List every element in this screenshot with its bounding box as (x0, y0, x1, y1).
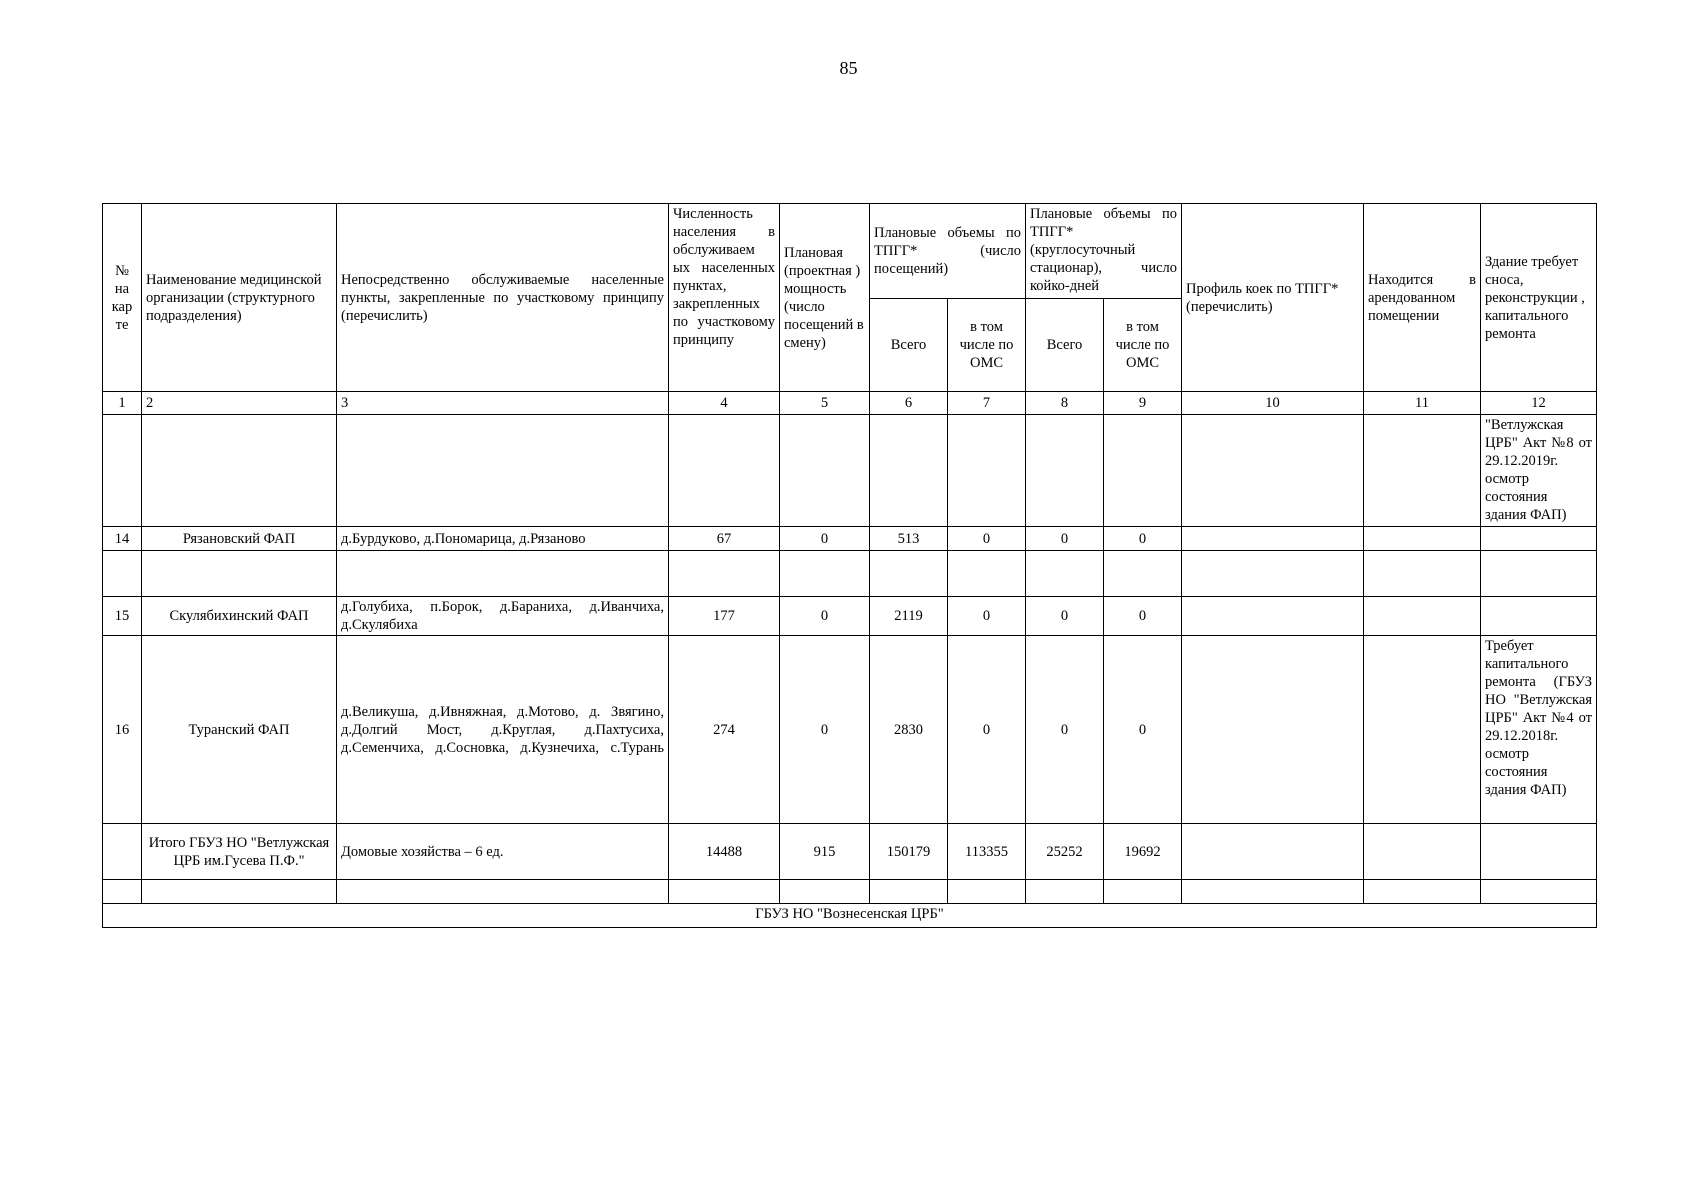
cell-name (142, 880, 337, 904)
cell-rented (1364, 636, 1481, 824)
cell-building (1481, 880, 1597, 904)
cell-rented (1364, 527, 1481, 551)
header-visits-oms: в том числе по ОМС (948, 299, 1026, 392)
header-beds-oms: в том числе по ОМС (1104, 299, 1182, 392)
cell-beds-oms: 19692 (1104, 824, 1182, 880)
cell-rented (1364, 824, 1481, 880)
column-number: 6 (870, 392, 948, 415)
cell-beds-total: 0 (1026, 597, 1104, 636)
cell-name: Рязановский ФАП (142, 527, 337, 551)
cell-visits-total: 513 (870, 527, 948, 551)
cell-num: 14 (103, 527, 142, 551)
cell-beds-oms (1104, 551, 1182, 597)
header-planned-bed-days: Плановые объемы по ТПГГ* (круглосуточный стационар), число койко-дней (1026, 204, 1182, 299)
cell-beds-total: 0 (1026, 527, 1104, 551)
table-row (103, 880, 1597, 904)
header-population: Численность населения в обслуживаем ых населенных пунктах, закрепленных по участковому принципу (669, 204, 780, 392)
cell-profile (1182, 597, 1364, 636)
cell-population: 274 (669, 636, 780, 824)
header-visits-total: Всего (870, 299, 948, 392)
cell-profile (1182, 415, 1364, 527)
cell-profile (1182, 527, 1364, 551)
cell-num (103, 415, 142, 527)
cell-name (142, 551, 337, 597)
cell-beds-oms: 0 (1104, 527, 1182, 551)
cell-population (669, 415, 780, 527)
cell-num (103, 880, 142, 904)
cell-visits-oms (948, 415, 1026, 527)
section-title: ГБУЗ НО "Вознесенская ЦРБ" (103, 904, 1597, 928)
facilities-table (102, 203, 1597, 928)
cell-settlements (337, 551, 669, 597)
cell-name: Итого ГБУЗ НО "Ветлужская ЦРБ им.Гусева П.Ф." (142, 824, 337, 880)
cell-building (1481, 551, 1597, 597)
cell-settlements (337, 880, 669, 904)
table-row (103, 597, 1597, 636)
cell-building: "Ветлужская ЦРБ" Акт №8 от 29.12.2019г. осмотр состояния здания ФАП) (1481, 415, 1597, 527)
cell-capacity: 0 (780, 597, 870, 636)
column-number: 12 (1481, 392, 1597, 415)
cell-visits-total: 2830 (870, 636, 948, 824)
table-row (103, 824, 1597, 880)
cell-profile (1182, 880, 1364, 904)
cell-population: 67 (669, 527, 780, 551)
cell-profile (1182, 551, 1364, 597)
cell-beds-total: 25252 (1026, 824, 1104, 880)
cell-rented (1364, 551, 1481, 597)
cell-name (142, 415, 337, 527)
column-number: 10 (1182, 392, 1364, 415)
cell-visits-oms: 0 (948, 597, 1026, 636)
column-number: 2 (142, 392, 337, 415)
cell-num (103, 551, 142, 597)
cell-name: Скулябихинский ФАП (142, 597, 337, 636)
cell-population: 177 (669, 597, 780, 636)
cell-visits-total: 150179 (870, 824, 948, 880)
cell-beds-oms (1104, 415, 1182, 527)
cell-capacity: 0 (780, 527, 870, 551)
cell-beds-total (1026, 880, 1104, 904)
cell-visits-oms: 113355 (948, 824, 1026, 880)
cell-name: Туранский ФАП (142, 636, 337, 824)
cell-visits-total (870, 880, 948, 904)
header-settlements: Непосредственно обслуживаемые населенные пункты, закрепленные по участковому принципу (перечислить) (337, 204, 669, 392)
cell-visits-oms (948, 551, 1026, 597)
cell-visits-oms: 0 (948, 527, 1026, 551)
table-row (103, 636, 1597, 824)
table-row (103, 415, 1597, 527)
header-number: № на кар те (103, 204, 142, 392)
header-beds-total: Всего (1026, 299, 1104, 392)
header-bed-profile: Профиль коек по ТПГГ* (перечислить) (1182, 204, 1364, 392)
cell-beds-oms: 0 (1104, 636, 1182, 824)
page-number: 85 (839, 58, 858, 78)
column-number: 9 (1104, 392, 1182, 415)
cell-population (669, 880, 780, 904)
cell-visits-oms: 0 (948, 636, 1026, 824)
cell-num: 16 (103, 636, 142, 824)
cell-capacity (780, 415, 870, 527)
cell-settlements: Домовые хозяйства – 6 ед. (337, 824, 669, 880)
cell-beds-total: 0 (1026, 636, 1104, 824)
cell-visits-total (870, 551, 948, 597)
column-number: 4 (669, 392, 780, 415)
cell-visits-total (870, 415, 948, 527)
cell-building (1481, 527, 1597, 551)
column-number: 8 (1026, 392, 1104, 415)
cell-capacity (780, 551, 870, 597)
cell-profile (1182, 824, 1364, 880)
cell-population (669, 551, 780, 597)
cell-beds-total (1026, 415, 1104, 527)
cell-settlements (337, 415, 669, 527)
cell-beds-total (1026, 551, 1104, 597)
column-numbers-row (103, 392, 1597, 415)
cell-building (1481, 824, 1597, 880)
column-number: 3 (337, 392, 669, 415)
header-capacity: Плановая (проектная ) мощность (число посещений в смену) (780, 204, 870, 392)
cell-building: Требует капитального ремонта (ГБУЗ НО "Ветлужская ЦРБ" Акт №4 от 29.12.2018г. осмотр состояния здания ФАП) (1481, 636, 1597, 824)
cell-num (103, 824, 142, 880)
section-header-row (103, 904, 1597, 928)
table-row (103, 527, 1597, 551)
cell-rented (1364, 880, 1481, 904)
column-number: 7 (948, 392, 1026, 415)
column-number: 1 (103, 392, 142, 415)
cell-visits-oms (948, 880, 1026, 904)
cell-num: 15 (103, 597, 142, 636)
header-building-state: Здание требует сноса, реконструкции , капитального ремонта (1481, 204, 1597, 392)
cell-building (1481, 597, 1597, 636)
cell-population: 14488 (669, 824, 780, 880)
cell-capacity: 915 (780, 824, 870, 880)
cell-capacity (780, 880, 870, 904)
cell-beds-oms: 0 (1104, 597, 1182, 636)
cell-capacity: 0 (780, 636, 870, 824)
header-rented: Находится в арендованном помещении (1364, 204, 1481, 392)
cell-settlements: д.Бурдуково, д.Пономарица, д.Рязаново (337, 527, 669, 551)
column-number: 5 (780, 392, 870, 415)
header-planned-visits: Плановые объемы по ТПГГ* (число посещений) (870, 204, 1026, 299)
cell-visits-total: 2119 (870, 597, 948, 636)
cell-settlements: д.Великуша, д.Ивняжная, д.Мотово, д. Звягино, д.Долгий Мост, д.Круглая, д.Пахтусиха, д.Семенчиха, д.Сосновка, д.Кузнечиха, с.Турань (337, 636, 669, 824)
column-number: 11 (1364, 392, 1481, 415)
cell-rented (1364, 415, 1481, 527)
header-organization: Наименование медицинской организации (структурного подразделения) (142, 204, 337, 392)
cell-settlements: д.Голубиха, п.Борок, д.Бараниха, д.Иванчиха, д.Скулябиха (337, 597, 669, 636)
cell-profile (1182, 636, 1364, 824)
cell-beds-oms (1104, 880, 1182, 904)
cell-rented (1364, 597, 1481, 636)
table-row (103, 551, 1597, 597)
